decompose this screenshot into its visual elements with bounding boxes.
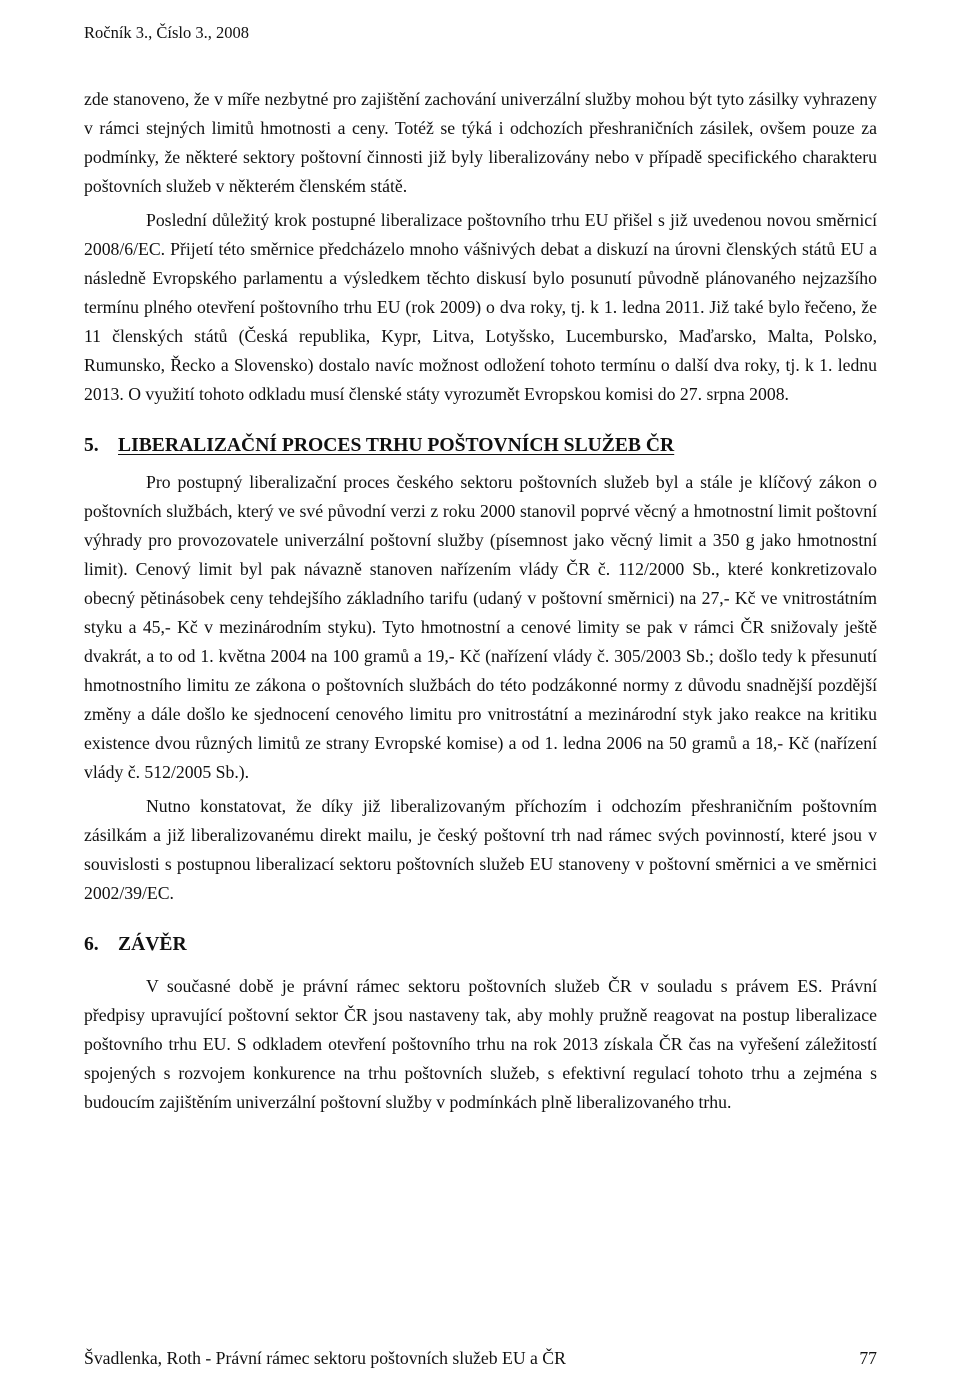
running-header: Ročník 3., Číslo 3., 2008 — [84, 23, 250, 42]
paragraph-directive-2008: Poslední důležitý krok postupné liberalizace poštovního trhu EU přišel s již uvedenou novou směrnicí 2008/6/EC. Přijetí této směrnice předcházelo mnoho vášnivých debat a diskuzí na úrovni členských států EU a následně Evropského parlamentu a výsledkem těchto diskusí bylo posunutí původně plánovaného nejzazšího termínu plného otevření poštovního trhu EU (rok 2009) o dva roky, tj. k 1. ledna 2011. Již také bylo řečeno, že 11 členských států (Česká republika, Kypr, Litva, Lotyšsko, Lucembursko, Maďarsko, Malta, Polsko, Rumunsko, Řecko a Slovensko) dostalo navíc možnost odložení tohoto termínu o další dva roky, tj. k 1. lednu 2013. O využití tohoto odkladu musí členské státy vyrozumět Evropskou komisi do 27. srpna 2008. — [84, 210, 877, 404]
section-6-title: ZÁVĚR — [118, 934, 187, 955]
footer-citation: Švadlenka, Roth - Právní rámec sektoru poštovních služeb EU a ČR — [84, 1348, 566, 1368]
section-6-number: 6. — [84, 934, 99, 955]
section-6-heading — [84, 930, 877, 959]
page-body — [84, 85, 877, 1117]
page-footer — [84, 1346, 877, 1370]
section-6-paragraph: V současné době je právní rámec sektoru poštovních služeb ČR v souladu s právem ES. Právní předpisy upravující poštovní sektor ČR jsou nastaveny tak, aby mohly pružně reagovat na postup liberalizace poštovního trhu EU. S odkladem otevření poštovního trhu na rok 2013 získala ČR čas na vyřešení záležitostí spojených s rozvojem konkurence na trhu poštovních služeb, s efektivní regulací tohoto trhu a zejména s budoucím zajištěním univerzální poštovní služby v podmínkách plně liberalizovaného trhu. — [84, 976, 877, 1112]
section-5-paragraph: Nutno konstatovat, že díky již liberalizovaným příchozím i odchozím přeshraničním poštovním zásilkám a již liberalizovanému direkt mailu, je český poštovní trh nad rámec svých povinností, které jsou v souvislosti s postupnou liberalizací sektoru poštovních služeb EU stanoveny v poštovní směrnici a ve směrnici 2002/39/EC. — [84, 796, 877, 903]
section-5-heading — [84, 431, 877, 460]
section-5-paragraph: Pro postupný liberalizační proces českého sektoru poštovních služeb byl a stále je klíčový zákon o poštovních službách, který ve své původní verzi z roku 2000 stanovil poprvé věcný a hmotnostní limit poštovní výhrady pro provozovatele univerzální poštovní služby (písemnost jako věcný limit a 350 g jako hmotnostní limit). Cenový limit byl pak návazně stanoven nařízením vlády ČR č. 112/2000 Sb., které konkretizovalo obecný pětinásobek ceny tehdejšího základního tarifu (udaný v poštovní směrnici) na 27,- Kč ve vnitrostátním styku a 45,- Kč v mezinárodním styku). Tyto hmotnostní a cenové limity se pak v rámci ČR snižovaly ještě dvakrát, a to od 1. května 2004 na 100 gramů a 19,- Kč (nařízení vlády č. 305/2003 Sb.; došlo tedy k přesunutí hmotnostního limitu ze zákona o poštovních službách do této podzákonné normy z důvodu snadnější pozdější změny a dále došlo ke sjednocení cenového limitu pro vnitrostátní a mezinárodní styk jako reakce na kritiku existence dvou různých limitů ze strany Evropské komise) a od 1. ledna 2006 na 50 gramů a 18,- Kč (nařízení vlády č. 512/2005 Sb.). — [84, 472, 877, 782]
paragraph-continuation: zde stanoveno, že v míře nezbytné pro zajištění zachování univerzální služby mohou být tyto zásilky vyhrazeny v rámci stejných limitů hmotnosti a ceny. Totéž se týká i odchozích přeshraničních zásilek, ovšem pouze za podmínky, že některé sektory poštovní činnosti již byly liberalizovány nebo v případě specifického charakteru poštovních služeb v některém členském státě. — [84, 89, 877, 196]
section-5-number: 5. — [84, 435, 99, 456]
page-number: 77 — [859, 1348, 877, 1368]
section-5-title: LIBERALIZAČNÍ PROCES TRHU POŠTOVNÍCH SLUŽEB ČR — [118, 435, 675, 456]
